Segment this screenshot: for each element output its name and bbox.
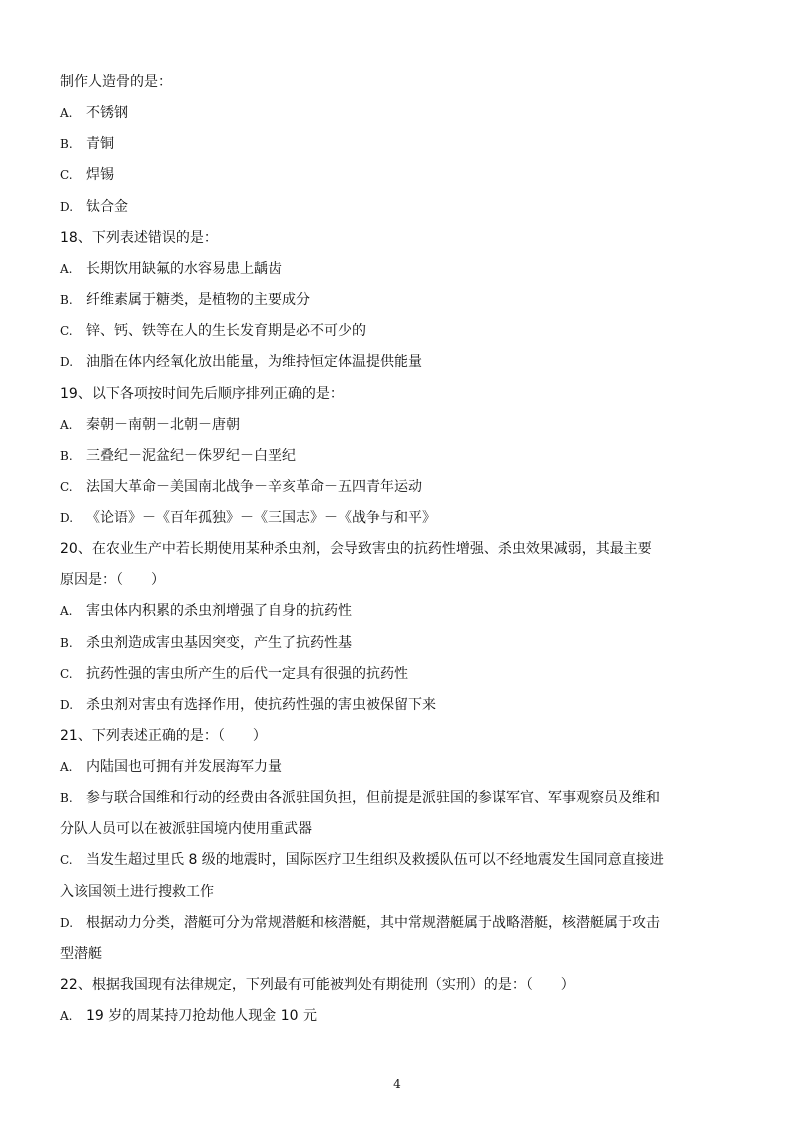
q20-option-c: C. 抗药性强的害虫所产生的后代一定具有很强的抗药性	[60, 666, 408, 682]
q17-option-c: C. 焊锡	[60, 167, 114, 183]
q20-stem-line1: 20、在农业生产中若长期使用某种杀虫剂，会导致害虫的抗药性增强、杀虫效果减弱，其最主要	[60, 541, 652, 557]
q17-option-d: D. 钛合金	[60, 199, 128, 215]
q21-option-c: C. 当发生超过里氏 8 级的地震时，国际医疗卫生组织及救援队伍可以不经地震发生国同意直接进	[60, 852, 664, 868]
q19-option-a: A. 秦朝－南朝－北朝－唐朝	[60, 417, 240, 433]
q19-option-d: D. 《论语》－《百年孤独》－《三国志》－《战争与和平》	[60, 510, 436, 526]
q20-stem-line2: 原因是：（ ）	[60, 572, 165, 588]
page-number: 4	[393, 1077, 401, 1091]
q21-stem: 21、下列表述正确的是：（ ）	[60, 728, 267, 744]
q17-stem: 制作人造骨的是：	[60, 74, 172, 90]
q21-option-c-continued: 入该国领土进行搜救工作	[60, 884, 214, 900]
q20-option-a: A. 害虫体内积累的杀虫剂增强了自身的抗药性	[60, 603, 352, 619]
q17-option-a: A. 不锈钢	[60, 105, 128, 121]
q21-option-d-continued: 型潜艇	[60, 946, 102, 962]
q20-option-d: D. 杀虫剂对害虫有选择作用，使抗药性强的害虫被保留下来	[60, 697, 436, 713]
q21-option-a: A. 内陆国也可拥有并发展海军力量	[60, 759, 282, 775]
q18-stem: 18、下列表述错误的是：	[60, 230, 218, 246]
q19-stem: 19、以下各项按时间先后顺序排列正确的是：	[60, 386, 344, 402]
q19-option-c: C. 法国大革命－美国南北战争－辛亥革命－五四青年运动	[60, 479, 422, 495]
q18-option-d: D. 油脂在体内经氧化放出能量，为维持恒定体温提供能量	[60, 354, 422, 370]
q20-option-b: B. 杀虫剂造成害虫基因突变，产生了抗药性基	[60, 635, 352, 651]
q19-option-b: B. 三叠纪－泥盆纪－侏罗纪－白垩纪	[60, 448, 296, 464]
q17-option-b: B. 青铜	[60, 136, 114, 152]
q18-option-c: C. 锌、钙、铁等在人的生长发育期是必不可少的	[60, 323, 366, 339]
q21-option-b: B. 参与联合国维和行动的经费由各派驻国负担，但前提是派驻国的参谋军官、军事观察员及维和	[60, 790, 660, 806]
q21-option-d: D. 根据动力分类，潜艇可分为常规潜艇和核潜艇，其中常规潜艇属于战略潜艇，核潜艇属于攻击	[60, 915, 660, 931]
q21-option-b-continued: 分队人员可以在被派驻国境内使用重武器	[60, 821, 312, 837]
q22-stem: 22、根据我国现有法律规定，下列最有可能被判处有期徒刑（实刑）的是：（ ）	[60, 977, 575, 993]
q18-option-a: A. 长期饮用缺氟的水容易患上龋齿	[60, 261, 282, 277]
q22-option-a: A. 19 岁的周某持刀抢劫他人现金 10 元	[60, 1008, 317, 1024]
q18-option-b: B. 纤维素属于糖类，是植物的主要成分	[60, 292, 310, 308]
